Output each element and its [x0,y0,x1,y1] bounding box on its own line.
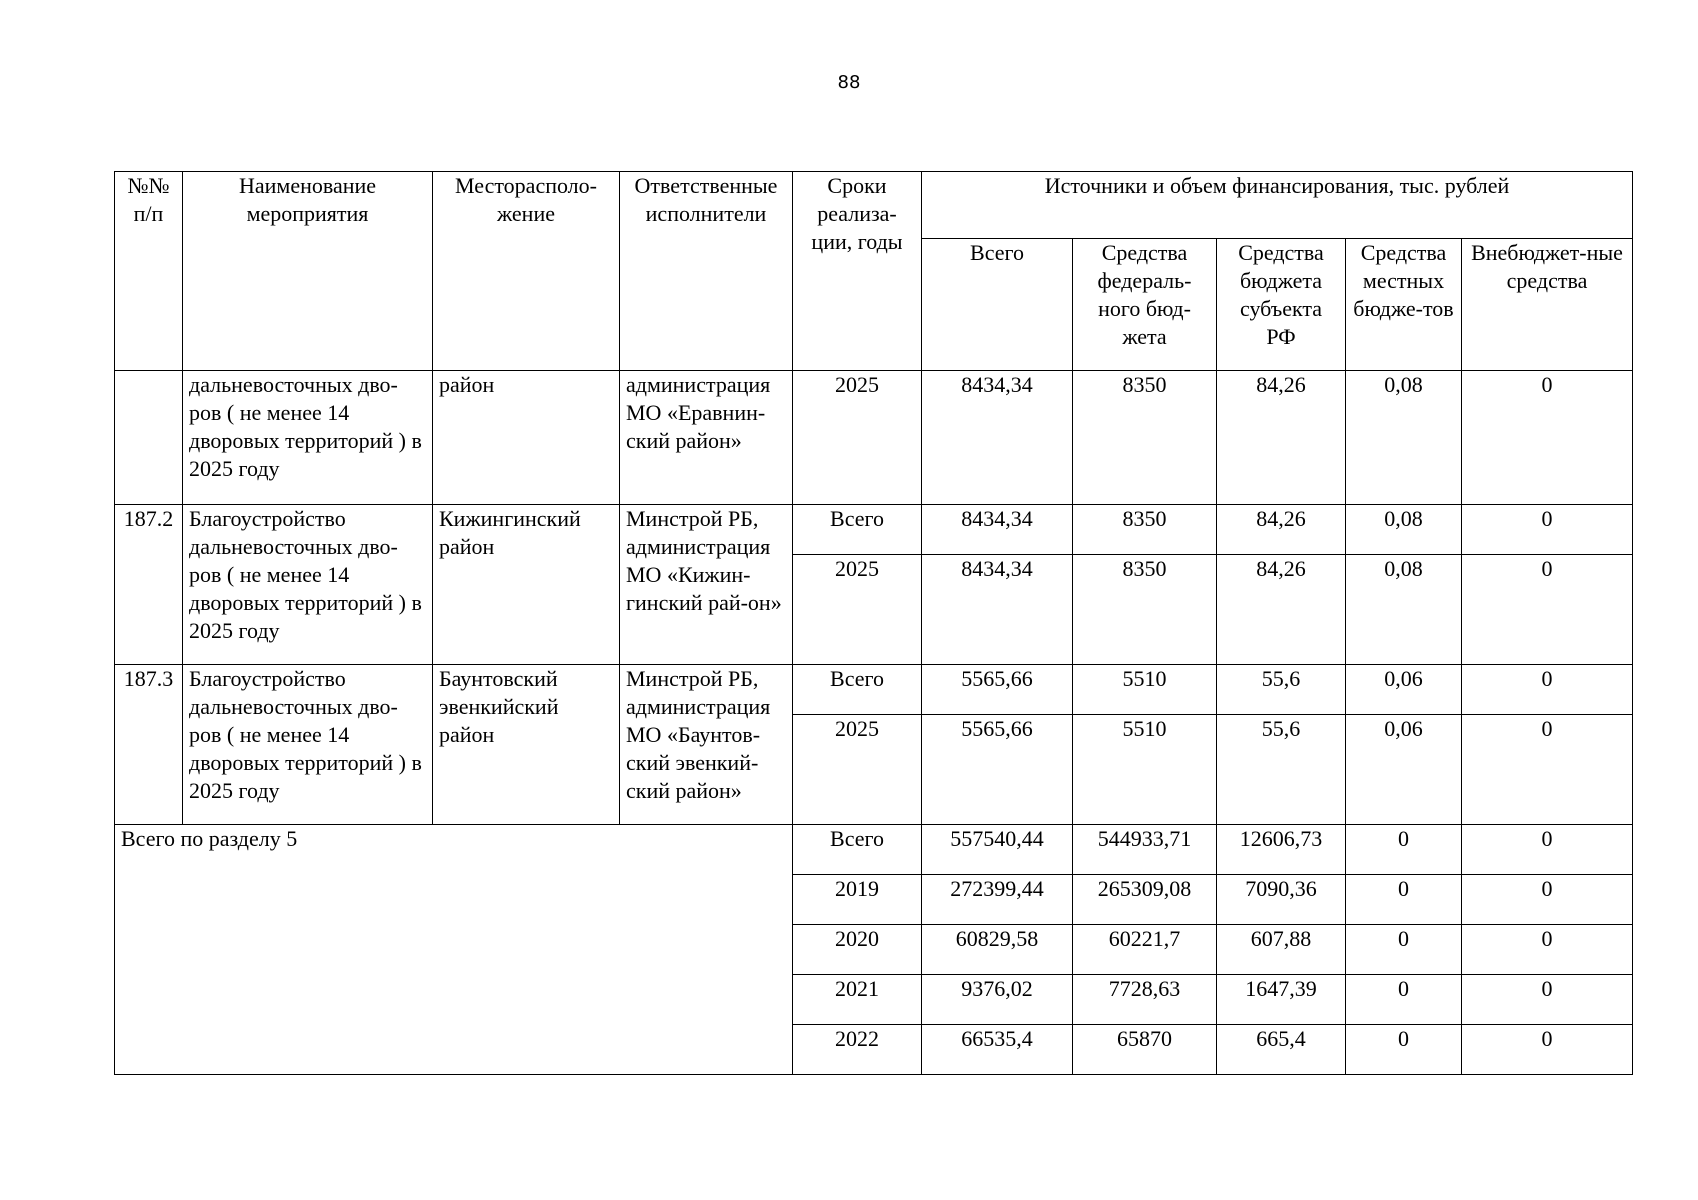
header-regional: Средства бюджета субъекта РФ [1217,239,1346,371]
row-federal: 544933,71 [1073,825,1217,875]
table-row [115,371,1633,505]
row-local: 0 [1346,875,1462,925]
header-federal: Средства федераль-ного бюд-жета [1073,239,1217,371]
header-local: Средства местных бюдже-тов [1346,239,1462,371]
row-local: 0,08 [1346,505,1462,555]
header-total: Всего [922,239,1073,371]
financing-table [114,171,1633,1075]
row-regional: 55,6 [1217,715,1346,825]
row-regional: 84,26 [1217,371,1346,505]
header-name: Наименование мероприятия [183,172,433,371]
row-extra: 0 [1462,825,1633,875]
row-local: 0 [1346,825,1462,875]
row-local: 0,08 [1346,371,1462,505]
row-num: 187.3 [115,665,183,825]
row-federal: 8350 [1073,555,1217,665]
table-row [115,665,1633,715]
header-row-1 [115,172,1633,239]
row-local: 0,08 [1346,555,1462,665]
row-total: 8434,34 [922,371,1073,505]
row-period: 2022 [793,1025,922,1075]
row-extra: 0 [1462,555,1633,665]
row-num [115,371,183,505]
row-regional: 84,26 [1217,505,1346,555]
row-federal: 8350 [1073,505,1217,555]
row-regional: 55,6 [1217,665,1346,715]
table-row [115,505,1633,555]
row-period: Всего [793,665,922,715]
row-extra: 0 [1462,975,1633,1025]
row-responsible: администрация МО «Еравнин-ский район» [620,371,793,505]
totals-label: Всего по разделу 5 [115,825,793,1075]
row-location: Баунтовский эвенкийский район [433,665,620,825]
header-financing: Источники и объем финансирования, тыс. рублей [922,172,1633,239]
row-local: 0 [1346,1025,1462,1075]
row-regional: 84,26 [1217,555,1346,665]
row-regional: 607,88 [1217,925,1346,975]
row-federal: 265309,08 [1073,875,1217,925]
row-local: 0,06 [1346,665,1462,715]
row-location: Кижингинский район [433,505,620,665]
row-name: дальневосточных дво-ров ( не менее 14 дворовых территорий ) в 2025 году [183,371,433,505]
header-period: Сроки реализа-ции, годы [793,172,922,371]
header-extra: Внебюджет-ные средства [1462,239,1633,371]
row-responsible: Минстрой РБ, администрация МО «Кижин-гинский рай-он» [620,505,793,665]
row-federal: 7728,63 [1073,975,1217,1025]
row-total: 9376,02 [922,975,1073,1025]
row-name: Благоустройство дальневосточных дво-ров ( не менее 14 дворовых территорий ) в 2025 году [183,505,433,665]
row-federal: 8350 [1073,371,1217,505]
row-period: 2021 [793,975,922,1025]
row-total: 5565,66 [922,715,1073,825]
row-total: 8434,34 [922,505,1073,555]
row-period: Всего [793,505,922,555]
row-extra: 0 [1462,715,1633,825]
row-total: 66535,4 [922,1025,1073,1075]
row-period: 2025 [793,371,922,505]
row-regional: 1647,39 [1217,975,1346,1025]
page-number: 88 [837,72,861,93]
row-extra: 0 [1462,505,1633,555]
row-regional: 7090,36 [1217,875,1346,925]
row-extra: 0 [1462,1025,1633,1075]
row-period: Всего [793,825,922,875]
row-regional: 12606,73 [1217,825,1346,875]
row-responsible: Минстрой РБ, администрация МО «Баунтов-ский эвенкий-ский район» [620,665,793,825]
row-extra: 0 [1462,875,1633,925]
row-period: 2020 [793,925,922,975]
header-responsible: Ответственные исполнители [620,172,793,371]
row-total: 557540,44 [922,825,1073,875]
row-total: 60829,58 [922,925,1073,975]
row-total: 5565,66 [922,665,1073,715]
row-num: 187.2 [115,505,183,665]
row-regional: 665,4 [1217,1025,1346,1075]
row-total: 8434,34 [922,555,1073,665]
row-federal: 5510 [1073,715,1217,825]
header-num: №№ п/п [115,172,183,371]
row-extra: 0 [1462,925,1633,975]
row-local: 0 [1346,975,1462,1025]
row-location: район [433,371,620,505]
header-location: Месторасполо-жение [433,172,620,371]
row-federal: 5510 [1073,665,1217,715]
row-total: 272399,44 [922,875,1073,925]
totals-row [115,825,1633,875]
row-local: 0,06 [1346,715,1462,825]
row-federal: 65870 [1073,1025,1217,1075]
row-extra: 0 [1462,371,1633,505]
row-period: 2025 [793,715,922,825]
row-local: 0 [1346,925,1462,975]
row-period: 2019 [793,875,922,925]
row-federal: 60221,7 [1073,925,1217,975]
row-name: Благоустройство дальневосточных дво-ров ( не менее 14 дворовых территорий ) в 2025 году [183,665,433,825]
row-extra: 0 [1462,665,1633,715]
row-period: 2025 [793,555,922,665]
